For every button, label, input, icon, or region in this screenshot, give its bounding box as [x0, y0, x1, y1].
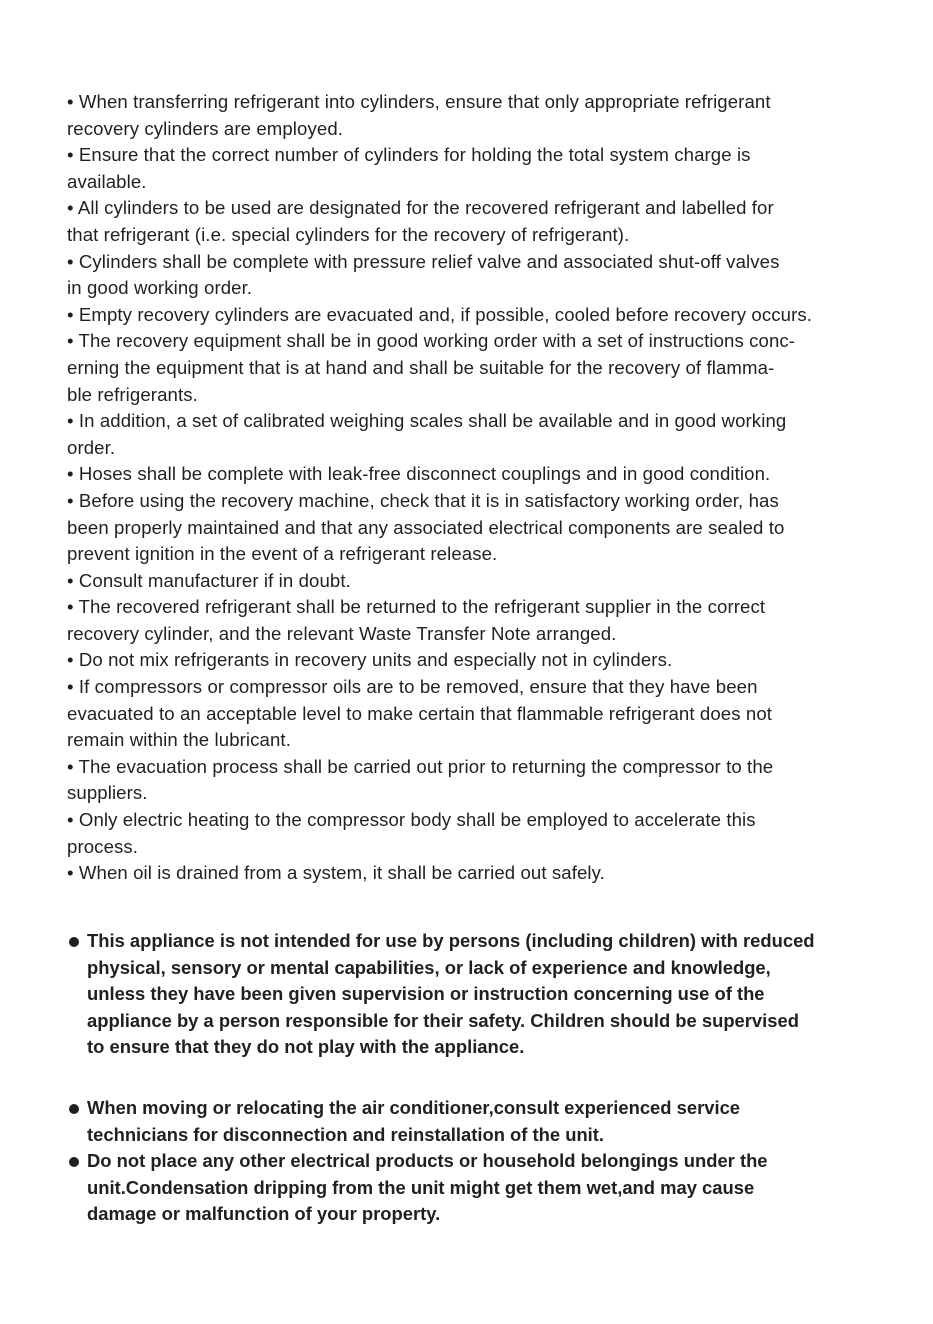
bullet-dot-icon	[69, 1104, 79, 1114]
text-line: recovery cylinder, and the relevant Waste Transfer Note arranged.	[67, 622, 617, 644]
warning-line: technicians for disconnection and reinstallation of the unit.	[87, 1123, 605, 1145]
warning-line: unit.Condensation dripping from the unit might get them wet,and may cause	[87, 1176, 755, 1198]
text-line: • The recovered refrigerant shall be returned to the refrigerant supplier in the correct	[67, 596, 766, 618]
text-line: order.	[67, 436, 116, 458]
text-line: • Empty recovery cylinders are evacuated and, if possible, cooled before recovery occurs.	[67, 303, 813, 325]
bullet-dot-icon	[69, 1157, 79, 1167]
text-line: process.	[67, 835, 139, 857]
warning-item-supervision	[67, 928, 877, 1061]
warning-line: to ensure that they do not play with the appliance.	[87, 1036, 525, 1058]
text-line: • Before using the recovery machine, check that it is in satisfactory working order, has	[67, 489, 779, 511]
warning-line: unless they have been given supervision or instruction concerning use of the	[87, 983, 765, 1005]
text-line: • The evacuation process shall be carried out prior to returning the compressor to the	[67, 755, 774, 777]
text-line: • The recovery equipment shall be in good working order with a set of instructions conc-	[67, 330, 796, 352]
warning-line: When moving or relocating the air conditioner,consult experienced service	[87, 1097, 741, 1118]
text-line: • Do not mix refrigerants in recovery units and especially not in cylinders.	[67, 649, 673, 671]
text-line: that refrigerant (i.e. special cylinders for the recovery of refrigerant).	[67, 223, 630, 245]
text-line: remain within the lubricant.	[67, 729, 291, 751]
text-line: prevent ignition in the event of a refrigerant release.	[67, 543, 498, 565]
safety-warning-section	[67, 928, 877, 1061]
warning-item-condensation	[67, 1148, 877, 1228]
text-line: • All cylinders to be used are designated for the recovered refrigerant and labelled for	[67, 197, 774, 219]
relocation-warning-section	[67, 1095, 877, 1228]
warning-line: appliance by a person responsible for their safety. Children should be supervised	[87, 1009, 799, 1031]
text-line: • Consult manufacturer if in doubt.	[67, 569, 351, 591]
warning-item-relocation	[67, 1095, 877, 1148]
text-line: • When transferring refrigerant into cylinders, ensure that only appropriate refrigerant	[67, 91, 771, 112]
text-line: • Only electric heating to the compressor body shall be employed to accelerate this	[67, 809, 756, 831]
warning-line: This appliance is not intended for use by persons (including children) with reduced	[87, 930, 815, 951]
text-line: available.	[67, 170, 147, 192]
bullet-dot-icon	[69, 937, 79, 947]
text-line: • In addition, a set of calibrated weighing scales shall be available and in good working	[67, 410, 787, 432]
text-line: been properly maintained and that any associated electrical components are sealed to	[67, 516, 785, 538]
text-line: ble refrigerants.	[67, 383, 198, 405]
recovery-instructions-list	[67, 89, 873, 887]
text-line: evacuated to an acceptable level to make certain that flammable refrigerant does not	[67, 702, 773, 724]
text-line: • Cylinders shall be complete with pressure relief valve and associated shut-off valves	[67, 250, 780, 272]
text-line: recovery cylinders are employed.	[67, 117, 344, 139]
warning-line: damage or malfunction of your property.	[87, 1203, 441, 1225]
text-line: erning the equipment that is at hand and shall be suitable for the recovery of flamma-	[67, 356, 775, 378]
text-line: • Ensure that the correct number of cylinders for holding the total system charge is	[67, 144, 751, 166]
text-line: • If compressors or compressor oils are to be removed, ensure that they have been	[67, 676, 758, 698]
text-line: in good working order.	[67, 277, 253, 299]
warning-line: Do not place any other electrical products or household belongings under the	[87, 1150, 768, 1172]
text-line: • When oil is drained from a system, it shall be carried out safely.	[67, 862, 605, 884]
warning-line: physical, sensory or mental capabilities, or lack of experience and knowledge,	[87, 956, 771, 978]
text-line: • Hoses shall be complete with leak-free disconnect couplings and in good condition.	[67, 463, 771, 485]
text-line: suppliers.	[67, 782, 148, 804]
